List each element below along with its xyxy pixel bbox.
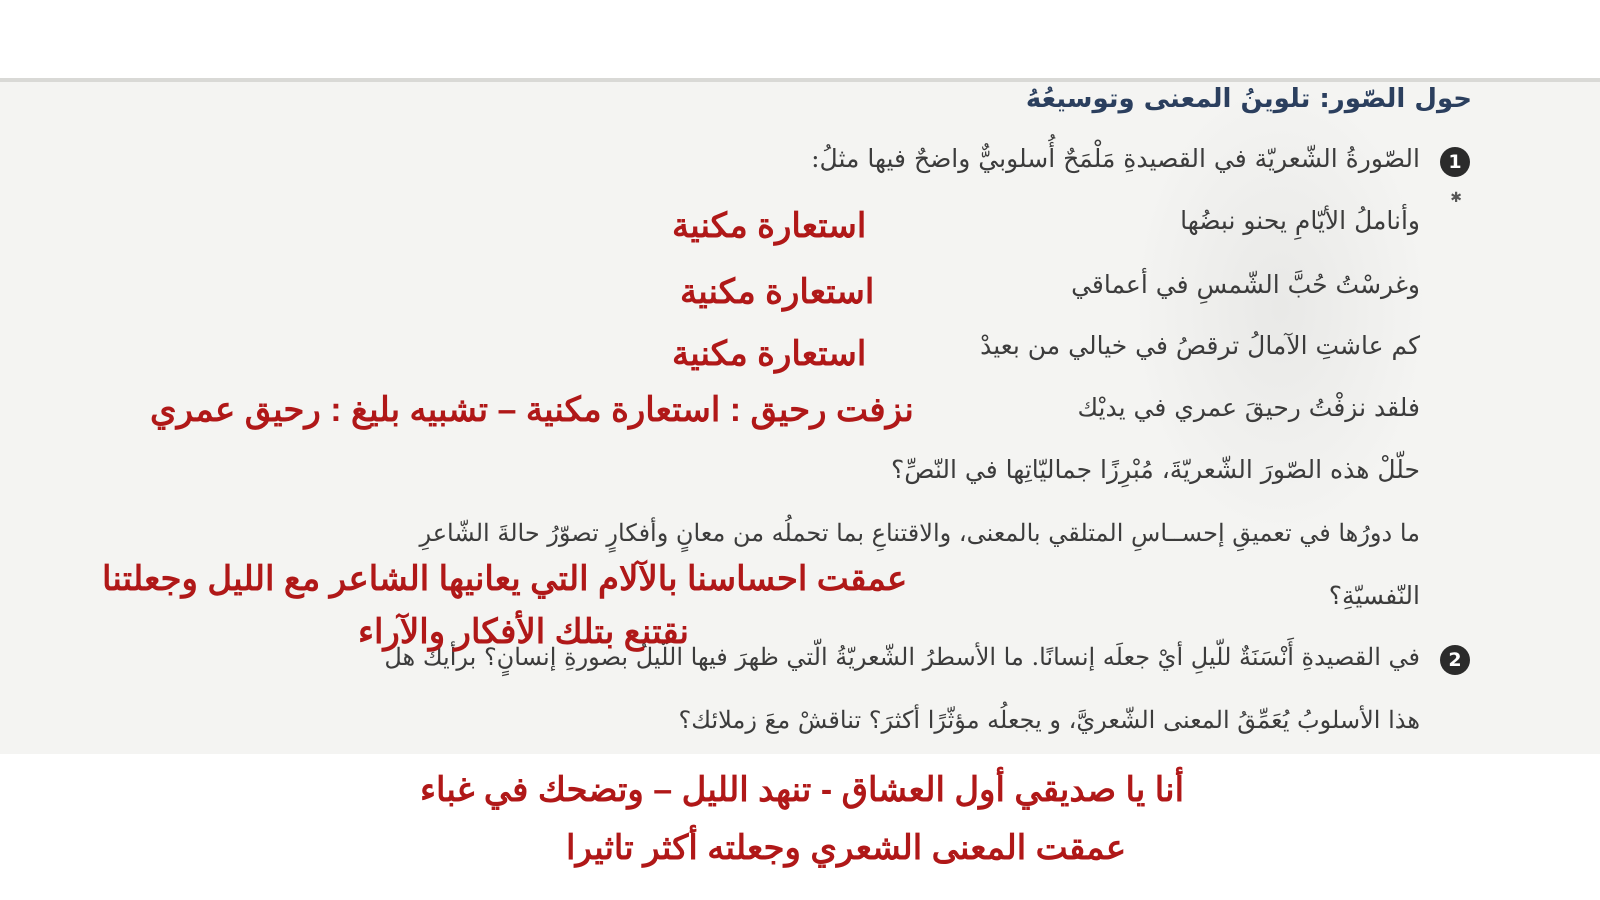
analysis-line-2: ما دورُها في تعميقِ إحســاسِ المتلقي بالمعنى، والاقتناعِ بما تحملُه من معانٍ وأفكارٍ تصوّرُ حالةَ الشّاعرِ	[419, 519, 1420, 547]
analysis-answer-line-1: عمقت احساسنا بالآلام التي يعانيها الشاعر مع الليل وجعلتنا	[102, 560, 908, 598]
section-heading: حول الصّور: تلوينُ المعنى وتوسيعُهُ	[1025, 84, 1472, 114]
question-2-line-2: هذا الأسلوبُ يُعَمِّقُ المعنى الشّعريَّ، و يجعلُه مؤثّرًا أكثرَ؟ تناقشْ معَ زملائك؟	[678, 706, 1420, 734]
question-1-number: 1	[1440, 147, 1470, 177]
analysis-line-1: حلّلْ هذه الصّورَ الشّعريّةَ، مُبْرِزًا جماليّاتِها في النّصِّ؟	[890, 455, 1420, 484]
question-2-number: 2	[1440, 645, 1470, 675]
answer-verse-3: استعارة مكنية	[672, 335, 867, 373]
verse-4: فلقد نزفْتُ رحيقَ عمري في يديْك	[1077, 393, 1420, 422]
answer-verse-2: استعارة مكنية	[680, 273, 875, 311]
bottom-answer-line-2: عمقت المعنى الشعري وجعلته أكثر تاثيرا	[566, 829, 1127, 867]
analysis-line-3: النّفسيّةِ؟	[1328, 581, 1420, 610]
question-1-prompt: الصّورةُ الشّعريّة في القصيدةِ مَلْمَحٌ أُسلوبيٌّ واضحٌ فيها مثلُ:	[811, 144, 1420, 173]
verse-1: وأناملُ الأيّامِ يحنو نبضُها	[1180, 206, 1420, 235]
answer-verse-4: نزفت رحيق : استعارة مكنية – تشبيه بليغ : رحيق عمري	[150, 391, 914, 429]
verse-3: كم عاشتِ الآمالُ ترقصُ في خيالي من بعيدْ	[980, 331, 1420, 360]
asterisk-mark: ✱	[1450, 190, 1462, 206]
verse-2: وغرسْتُ حُبَّ الشّمسِ في أعماقي	[1071, 270, 1420, 299]
analysis-answer-line-2: نقتنع بتلك الأفكار والآراء	[358, 613, 690, 651]
answer-verse-1: استعارة مكنية	[672, 207, 867, 245]
question-2-line-1: في القصيدةِ أَنْسَنَةٌ للّيلِ أيْ جعلَه إنسانًا. ما الأسطرُ الشّعريّةُ الّتي ظهرَ فيها اللّيلُ بصورةِ إنسانٍ؟ برأيك هل	[384, 643, 1420, 671]
bottom-answer-line-1: أنا يا صديقي أول العشاق - تنهد الليل – وتضحك في غباء	[420, 771, 1185, 809]
